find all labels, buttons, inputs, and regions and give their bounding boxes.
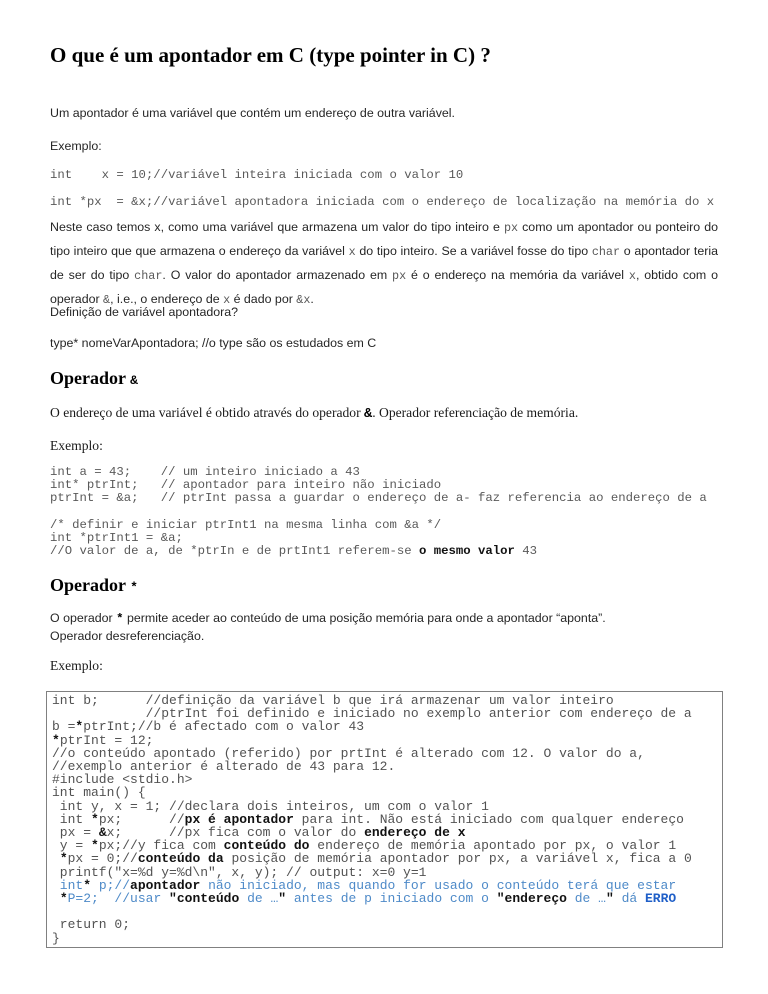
code-line: *ptrInt = 12;	[52, 732, 154, 748]
code-line: b =*ptrInt;//b é afectado com o valor 43	[52, 719, 365, 735]
example-label-3: Exemplo:	[50, 658, 103, 673]
code-line: int a = 43; // um inteiro iniciado a 43	[50, 465, 360, 479]
intro-paragraph: Um apontador é uma variável que contém um endereço de outra variável.	[50, 106, 455, 120]
code-line: }	[52, 930, 60, 946]
ampersand-description: O endereço de uma variável é obtido através do operador &. Operador referenciação de memória.	[50, 405, 579, 422]
code-line: *P=2; //usar "conteúdo de …" antes de p iniciado com o "endereço de …" dá ERRO	[59, 891, 677, 907]
code-line: //o conteúdo apontado (referido) por prtInt é alterado com 12. O valor do a,	[52, 745, 645, 761]
code-line: int* p;//apontador não iniciado, mas quando for usado o conteúdo terá que estar	[52, 877, 677, 893]
code-line: int* ptrInt; // apontador para inteiro não iniciado	[50, 478, 442, 493]
code-line: O operador * permite aceder ao conteúdo de uma posição memória para onde a apontador “aponta”.	[50, 611, 606, 626]
code-line: #include <stdio.h>	[52, 772, 193, 788]
example-label-1: Exemplo:	[50, 139, 102, 153]
code-line: return 0;	[52, 917, 131, 933]
code-line: int b; //definição da variável b que irá armazenar um valor inteiro	[52, 693, 614, 708]
ampersand-code-block	[50, 466, 707, 558]
code-line: *px = 0;//conteúdo da posição de memória apontador por px, a variável x, fica a 0	[59, 851, 692, 867]
code-line: int *ptrInt1 = &a;	[50, 531, 183, 546]
code-line: //exemplo anterior é alterado de 43 para 12.	[52, 759, 396, 775]
asterisk-description	[50, 610, 730, 644]
code-line: printf("x=%d y=%d\n", x, y); // output: x=0 y=1	[52, 864, 427, 880]
main-code-box	[46, 691, 723, 948]
definition-question: Definição de variável apontadora?	[50, 305, 239, 319]
code-line: int main() {	[52, 785, 146, 801]
code-line-int-x: int x = 10;//variável inteira iniciada com o valor 10	[50, 168, 464, 182]
code-line: //ptrInt foi definido e iniciado no exemplo anterior com endereço de a	[52, 706, 692, 722]
code-line: int *px; //px é apontador para int. Não está iniciado com qualquer endereço	[52, 811, 684, 827]
pointer-syntax-line: type* nomeVarApontadora; //o type são os estudados em C	[50, 336, 377, 350]
code-line: int y, x = 1; //declara dois inteiros, um com o valor 1	[52, 798, 489, 814]
code-line-int-px: int *px = &x;//variável apontadora iniciada com o endereço de localização na memória do x	[50, 195, 715, 209]
heading-operator-ampersand: Operador &	[50, 368, 138, 388]
code-line: /* definir e iniciar ptrInt1 na mesma linha com &a */	[50, 517, 442, 532]
code-line: //O valor de a, de *ptrIn e de prtInt1 referem-se o mesmo valor 43	[50, 544, 538, 559]
explanation-paragraph: Neste caso temos x, como uma variável que armazena um valor do tipo inteiro e px como um apontador ou ponteiro do tipo inteiro que que armazena o endereço da variável x do tipo inteiro. Se a variável fosse do tipo char o apontador teria de ser do tipo char. O valor do apontador armazenado em px é o endereço na memória da variável x, obtido com o operador &, i.e., o endereço de x é dado por &x.	[50, 220, 718, 307]
code-line: Operador desreferenciação.	[50, 628, 205, 643]
example-label-2: Exemplo:	[50, 438, 103, 453]
code-line	[52, 905, 722, 918]
heading-operator-asterisk: Operador *	[50, 575, 138, 595]
code-line: px = &x; //px fica com o valor do endereço de x	[52, 825, 466, 841]
code-line: ptrInt = &a; // ptrInt passa a guardar o endereço de a- faz referencia ao endereço de a	[50, 491, 707, 506]
document-title: O que é um apontador em C (type pointer in C) ?	[50, 43, 491, 67]
code-line: y = *px;//y fica com conteúdo do endereço de memória apontado por px, o valor 1	[52, 838, 677, 854]
